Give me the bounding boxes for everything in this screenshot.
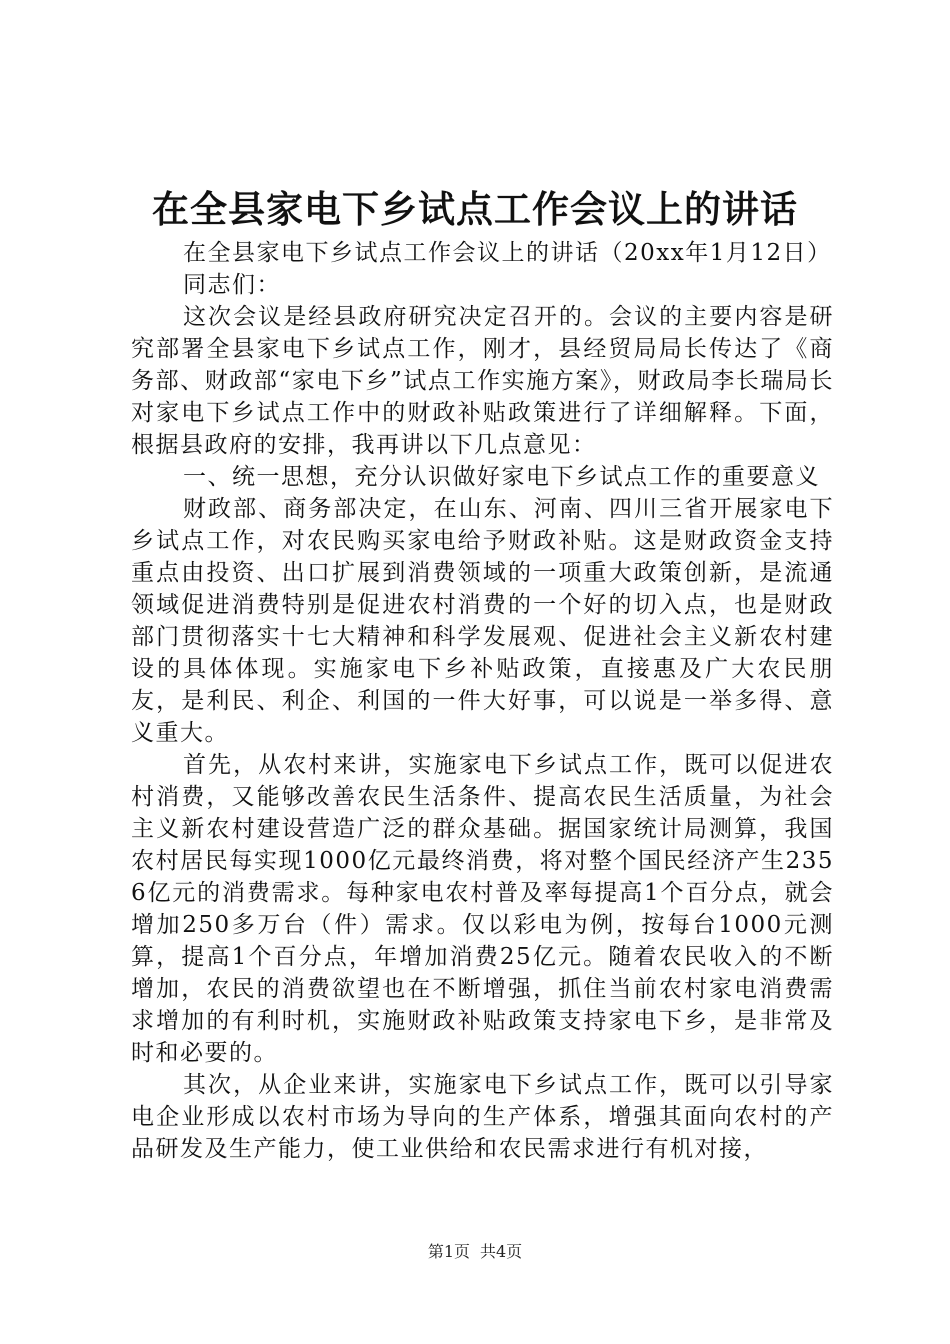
document-body <box>131 237 834 1165</box>
page-total: 共4页 <box>480 1242 523 1261</box>
document-title: 在全县家电下乡试点工作会议上的讲话 <box>152 188 798 231</box>
paragraph-enterprise: 其次，从企业来讲，实施家电下乡试点工作，既可以引导家电企业形成以农村市场为导向的生产体系，增强其面向农村的产品研发及生产能力，使工业供给和农民需求进行有机对接， <box>131 1072 834 1162</box>
section-heading-1: 一、统一思想，充分认识做好家电下乡试点工作的重要意义 <box>183 464 820 490</box>
page-footer <box>0 1242 950 1262</box>
paragraph-rural: 首先，从农村来讲，实施家电下乡试点工作，既可以促进农村消费，又能够改善农民生活条件、提高农民生活质量，为社会主义新农村建设营造广泛的群众基础。据国家统计局测算，我国农村居民每实现1000亿元最终消费，将对整个国民经济产生2356亿元的消费需求。每种家电农村普及率每提高1个百分点，就会增加250多万台（件）需求。仅以彩电为例，按每台1000元测算，提高1个百分点，年增加消费25亿元。随着农民收入的不断增加，农民的消费欲望也在不断增强，抓住当前农村家电消费需求增加的有利时机，实施财政补贴政策支持家电下乡，是非常及时和必要的。 <box>131 752 834 1066</box>
paragraph-policy: 财政部、商务部决定，在山东、河南、四川三省开展家电下乡试点工作，对农民购买家电给予财政补贴。这是财政资金支持重点由投资、出口扩展到消费领域的一项重大政策创新，是流通领域促进消费特别是促进农村消费的一个好的切入点，也是财政部门贯彻落实十七大精神和科学发展观、促进社会主义新农村建设的具体体现。实施家电下乡补贴政策，直接惠及广大农民朋友，是利民、利企、利国的一件大好事，可以说是一举多得、意义重大。 <box>131 496 834 746</box>
page-number: 第1页 <box>427 1242 470 1261</box>
paragraph-heading-date: 在全县家电下乡试点工作会议上的讲话（20xx年1月12日） <box>183 240 832 266</box>
paragraph-intro: 这次会议是经县政府研究决定召开的。会议的主要内容是研究部署全县家电下乡试点工作，刚才，县经贸局局长传达了《商务部、财政部“家电下乡”试点工作实施方案》，财政局李长瑞局长对家电下乡试点工作中的财政补贴政策进行了详细解释。下面，根据县政府的安排，我再讲以下几点意见： <box>131 304 834 458</box>
paragraph-salutation: 同志们： <box>183 272 281 298</box>
